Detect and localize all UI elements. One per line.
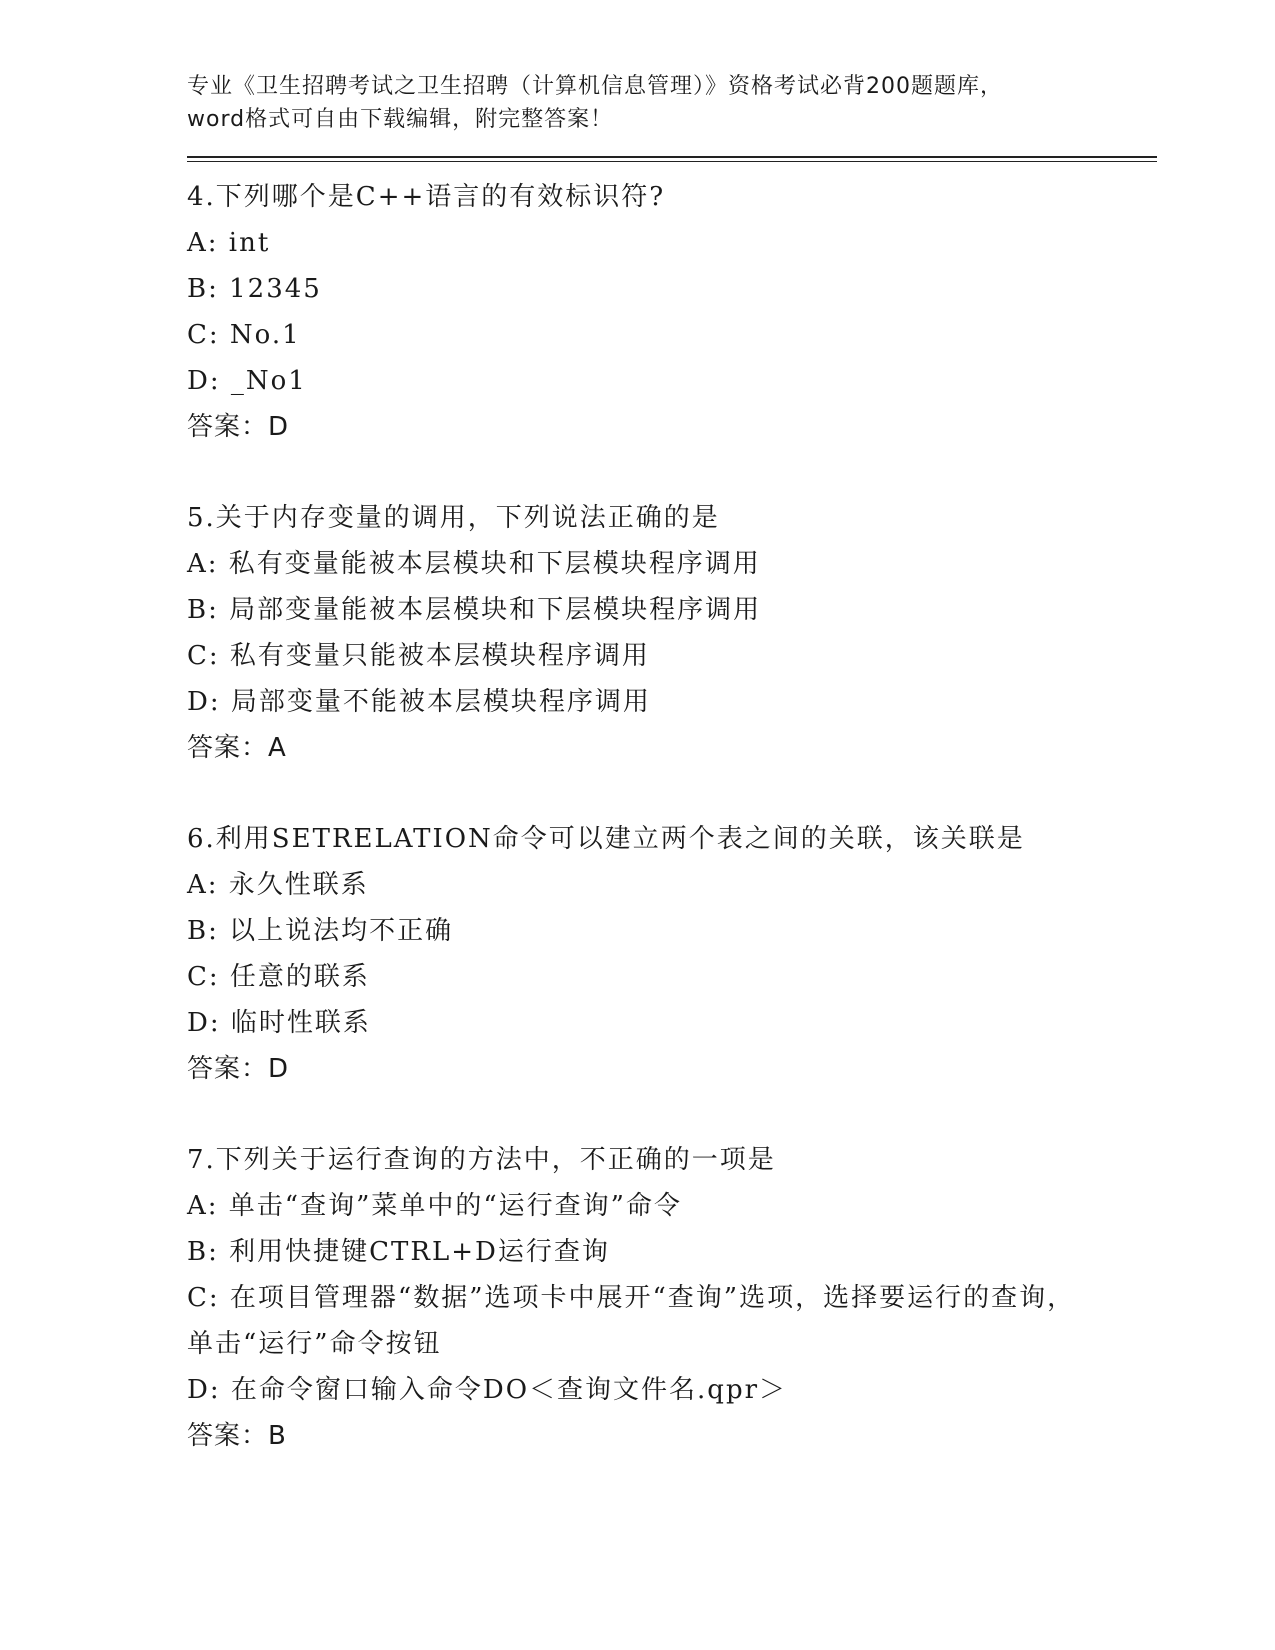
- question-stem: 6.利用SETRELATION命令可以建立两个表之间的关联，该关联是: [187, 824, 1025, 854]
- question-4: [187, 174, 1147, 450]
- question-list: [187, 174, 1147, 1459]
- option-c: C: 任意的联系: [187, 962, 370, 992]
- option-b: B: 12345: [187, 274, 322, 304]
- option-b: B: 利用快捷键CTRL+D运行查询: [187, 1237, 610, 1267]
- question-6: [187, 816, 1147, 1092]
- answer-label: 答案：A: [187, 733, 287, 763]
- option-c: C: No.1: [187, 320, 301, 350]
- answer-label: 答案：D: [187, 1054, 290, 1084]
- option-a: A: 永久性联系: [187, 870, 369, 900]
- question-5: [187, 495, 1147, 771]
- option-a: A: int: [187, 228, 271, 258]
- document-page: [187, 70, 1147, 1504]
- header-divider: [187, 156, 1157, 162]
- question-stem: 4.下列哪个是C++语言的有效标识符?: [187, 182, 666, 212]
- answer-label: 答案：D: [187, 412, 290, 442]
- answer-label: 答案：B: [187, 1421, 287, 1451]
- option-a: A: 单击“查询”菜单中的“运行查询”命令: [187, 1191, 682, 1221]
- option-b: B: 以上说法均不正确: [187, 916, 454, 946]
- question-stem: 7.下列关于运行查询的方法中，不正确的一项是: [187, 1145, 776, 1175]
- option-d: D: 局部变量不能被本层模块程序调用: [187, 687, 651, 717]
- question-7: [187, 1137, 1147, 1459]
- option-d: D: _No1: [187, 366, 307, 396]
- header-line-2: word格式可自由下载编辑，附完整答案！: [187, 107, 614, 132]
- option-a: A: 私有变量能被本层模块和下层模块程序调用: [187, 549, 761, 579]
- option-d: D: 临时性联系: [187, 1008, 371, 1038]
- document-header: [187, 70, 1147, 136]
- option-c: C: 私有变量只能被本层模块程序调用: [187, 641, 650, 671]
- option-c: C: 在项目管理器“数据”选项卡中展开“查询”选项，选择要运行的查询，单击“运行”命令按钮: [187, 1283, 1076, 1359]
- header-line-1: 专业《卫生招聘考试之卫生招聘（计算机信息管理）》资格考试必背200题题库，: [187, 74, 1003, 99]
- question-stem: 5.关于内存变量的调用，下列说法正确的是: [187, 503, 720, 533]
- option-b: B: 局部变量能被本层模块和下层模块程序调用: [187, 595, 762, 625]
- option-d: D: 在命令窗口输入命令DO＜查询文件名.qpr＞: [187, 1375, 788, 1405]
